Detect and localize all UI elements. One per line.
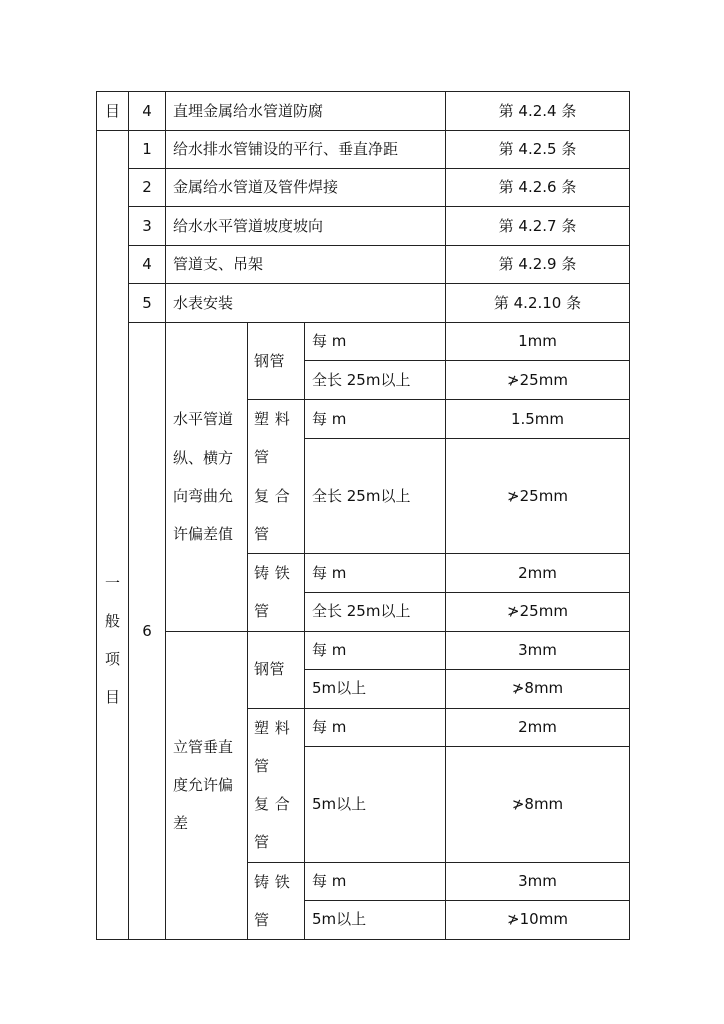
tolerance-value: ≯8mm	[446, 669, 630, 708]
measure-label: 每 m	[305, 400, 446, 439]
table-row	[97, 284, 630, 323]
table-row	[97, 169, 630, 207]
tolerance-value: 1.5mm	[446, 400, 630, 439]
measure-label: 5m以上	[305, 746, 446, 862]
measure-label: 每 m	[305, 554, 446, 593]
tolerance-value: ≯25mm	[446, 361, 630, 400]
material-cast-iron: 铸 铁 管	[248, 862, 305, 940]
horizontal-deviation-label: 水平管道 纵、横方 向弯曲允 许偏差值	[166, 323, 248, 632]
tolerance-value: 2mm	[446, 554, 630, 593]
tolerance-value: 2mm	[446, 708, 630, 746]
material-steel: 钢管	[248, 323, 305, 400]
material-cast-iron: 铸 铁 管	[248, 554, 305, 632]
item-number: 6	[129, 323, 166, 940]
tolerance-value: 1mm	[446, 323, 630, 361]
measure-label: 每 m	[305, 631, 446, 669]
inspection-table	[96, 91, 630, 940]
measure-label: 全长 25m以上	[305, 439, 446, 554]
material-plastic-composite: 塑 料 管 复 合 管	[248, 400, 305, 554]
measure-label: 5m以上	[305, 669, 446, 708]
item-number: 4	[129, 246, 166, 284]
tolerance-value: ≯25mm	[446, 439, 630, 554]
vertical-deviation-label: 立管垂直 度允许偏 差	[166, 631, 248, 940]
material-plastic-composite: 塑 料 管 复 合 管	[248, 708, 305, 862]
measure-label: 5m以上	[305, 900, 446, 939]
measure-label: 每 m	[305, 708, 446, 746]
item-number: 1	[129, 131, 166, 169]
tolerance-value: 3mm	[446, 862, 630, 900]
clause-ref: 第 4.2.6 条	[446, 169, 630, 207]
item-name: 金属给水管道及管件焊接	[166, 169, 446, 207]
item-name: 直埋金属给水管道防腐	[166, 92, 446, 131]
table-row	[97, 323, 630, 361]
category-cell: 目	[97, 92, 129, 131]
clause-ref: 第 4.2.7 条	[446, 207, 630, 246]
table-row	[97, 246, 630, 284]
table-row	[97, 92, 630, 131]
clause-ref: 第 4.2.10 条	[446, 284, 630, 323]
tolerance-value: 3mm	[446, 631, 630, 669]
clause-ref: 第 4.2.5 条	[446, 131, 630, 169]
measure-label: 每 m	[305, 862, 446, 900]
category-general: 一 般 项 目	[97, 131, 129, 940]
measure-label: 全长 25m以上	[305, 361, 446, 400]
item-number: 3	[129, 207, 166, 246]
clause-ref: 第 4.2.4 条	[446, 92, 630, 131]
table-row	[97, 131, 630, 169]
table-row	[97, 207, 630, 246]
tolerance-value: ≯25mm	[446, 593, 630, 631]
item-name: 管道支、吊架	[166, 246, 446, 284]
item-name: 水表安装	[166, 284, 446, 323]
tolerance-value: ≯8mm	[446, 746, 630, 862]
measure-label: 全长 25m以上	[305, 593, 446, 631]
table-row	[97, 631, 630, 669]
item-name: 给水水平管道坡度坡向	[166, 207, 446, 246]
measure-label: 每 m	[305, 323, 446, 361]
item-name: 给水排水管铺设的平行、垂直净距	[166, 131, 446, 169]
item-number: 2	[129, 169, 166, 207]
item-number: 4	[129, 92, 166, 131]
tolerance-value: ≯10mm	[446, 900, 630, 939]
material-steel: 钢管	[248, 631, 305, 708]
clause-ref: 第 4.2.9 条	[446, 246, 630, 284]
item-number: 5	[129, 284, 166, 323]
